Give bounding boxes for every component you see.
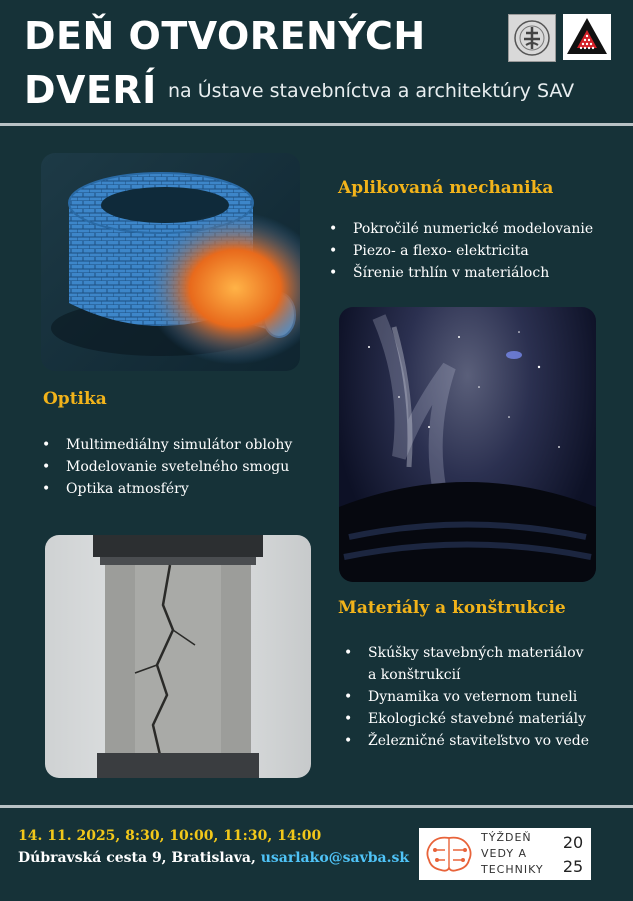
header-divider xyxy=(0,123,633,126)
badge-line-1: TÝŽDEŇ xyxy=(481,831,532,844)
mechanics-list xyxy=(319,218,619,284)
event-address xyxy=(18,850,409,866)
subtitle: na Ústave stavebníctva a architektúry SAV xyxy=(168,80,575,102)
list-item: • Piezo- a flexo- elektricita xyxy=(319,240,619,262)
title-line-2: DVERÍ xyxy=(24,68,157,112)
optics-list xyxy=(32,434,322,500)
brick-ring-illustration xyxy=(41,153,300,371)
list-item: • Modelovanie svetelného smogu xyxy=(32,456,322,478)
address-text: Dúbravská cesta 9, Bratislava, xyxy=(18,850,261,866)
list-item: • Optika atmosféry xyxy=(32,478,322,500)
night-sky-illustration xyxy=(339,307,596,582)
title-line-1: DEŇ OTVORENÝCH xyxy=(24,14,426,58)
optics-heading: Optika xyxy=(43,389,107,409)
list-item: • Ekologické stavebné materiály xyxy=(334,708,624,730)
materials-heading: Materiály a konštrukcie xyxy=(338,598,566,618)
week-of-science-badge xyxy=(419,828,591,880)
concrete-test-image xyxy=(45,535,311,778)
list-item: • Pokročilé numerické modelovanie xyxy=(319,218,619,240)
sav-logo xyxy=(508,14,556,62)
list-item: • Skúšky stavebných materiálov xyxy=(334,642,624,664)
badge-year-bottom: 25 xyxy=(562,857,584,876)
materials-list xyxy=(334,642,624,752)
list-item: • Dynamika vo veternom tuneli xyxy=(334,686,624,708)
list-item: • Šírenie trhlín v materiáloch xyxy=(319,262,619,284)
badge-line-3: TECHNIKY xyxy=(481,863,544,876)
list-item-continuation: a konštrukcií xyxy=(368,667,461,683)
mechanics-heading: Aplikovaná mechanika xyxy=(338,178,554,198)
sav-emblem-icon xyxy=(509,15,555,61)
institute-logo xyxy=(563,14,611,60)
triangle-logo-icon xyxy=(563,14,611,60)
footer-divider xyxy=(0,805,633,808)
planetarium-image xyxy=(339,307,596,582)
brick-ring-image xyxy=(41,153,300,371)
email-link[interactable]: usarlako@savba.sk xyxy=(260,850,410,866)
concrete-cylinder-illustration xyxy=(45,535,311,778)
list-item: • Železničné staviteľstvo vo vede xyxy=(334,730,624,752)
brain-circuit-icon xyxy=(423,834,475,874)
event-date-times: 14. 11. 2025, 8:30, 10:00, 11:30, 14:00 xyxy=(18,828,322,844)
badge-year-top: 20 xyxy=(562,833,584,852)
badge-line-2: VEDY A xyxy=(481,847,528,860)
list-item: • Multimediálny simulátor oblohy xyxy=(32,434,322,456)
